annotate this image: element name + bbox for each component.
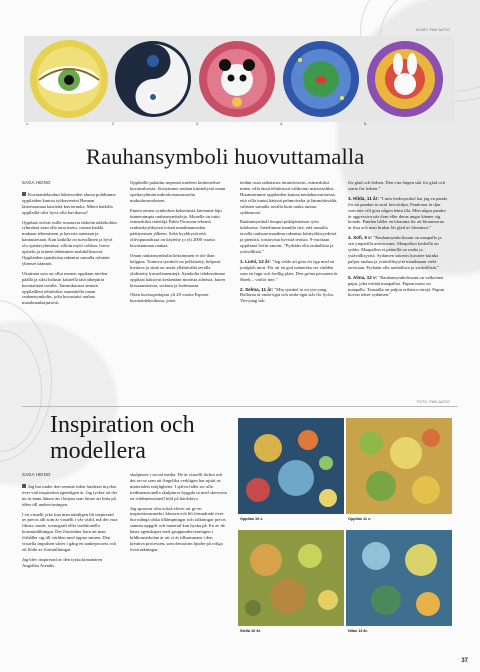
figure-number: 2. xyxy=(112,122,115,126)
paragraph: Jag spoorrar ofta också elever att ge en inspirationsrunda i klassen och bli förundrade över hur många olika tillämpningar och tolkningar precis samma uppgift och material kan byska på. En av de bästa egenskaper med gruppundervisningen i bildkonstskolan är att vi är tillsammans i den kreativa processen, som dessutom hjuder på roliga överraskningar. xyxy=(130,505,226,552)
paragraph: Jag har under den senaste tiden funderat mycket över vad inspiration egentligen är. Jag tycker att det nu är ännu lättare än i början som lärare att hitta på idéer till undervisningen. xyxy=(22,483,118,507)
article-title: Inspiration och modellera xyxy=(50,412,195,464)
student-quote: 4. Sofi, 9 v: "Rauhansymbolissani on maapallo ja sen ympärillä universumi. Maapallon keskellä on sydän. Maapallon ei pääsellä on rauha ja ystävällisyyttä. Sydämen suureus kuvaiee kuinka paljon rauhaa ja ystävällisyyttä maailmaan vielä tarvitaan. Pyrkään olla rauhallisia ja ystävällisiä." xyxy=(348,235,442,270)
paragraph: Ennen omien symbolien keksimistä kävimme läpi tunnetuimpia rauhansymboleja. Monelle on tuttu esimerkiksi taiteilija Pablo Picasson tekemä rauhankyyhkynen toisen maailmansodan päättymisen jälkeen. Sekä kyyhkystä että oliivipuunoksaa on käytetty jo yli 2000 vuotta kuvastamaan rauhaa. xyxy=(130,207,222,249)
article-column-1 xyxy=(22,180,118,310)
felt-yin-yang-symbol xyxy=(114,40,192,118)
photo-caption: Oppilas 11 v. xyxy=(348,517,371,521)
student-quote: 1. Lumi, 12 år: "Jag valde att göra ett öga med en jordglob inuti. För att en god människa ser världen som en lugn och fredlig plats. Den gröna personen är Shrek – varför inte." xyxy=(240,258,338,282)
figure-number: 5. xyxy=(364,122,367,126)
figure-number: 4. xyxy=(280,122,283,126)
clay-sculpture-photo xyxy=(238,530,344,626)
photo-caption: Stella 10 år. xyxy=(240,629,261,633)
student-quote: 3. Hilda, 11 år: "I min fredssymbol har jag en panda för att pandan är snitt favoritdjur. Pandorna är djur som inte vill göra någon hämt illa. Men några pandor är aggressiva när dom eller deras ungar känner sig hotade. Pandan håller en blomma för att blommorna är fina och man brukar bli glad av blommor." xyxy=(348,195,447,231)
paragraph: Oken kuvisopettajani yli 20 vuotta Espoon kuvataidekoulussa, joten xyxy=(130,292,209,304)
felt-panda-symbol xyxy=(198,40,276,118)
paragraph: Jag blev inspirerad av den tyska konstnären Angelika Arendts xyxy=(22,556,103,568)
photo-credit: FOTO: PASI AUTIO xyxy=(417,400,450,404)
felt-eye-symbol xyxy=(30,40,108,118)
lead-square-icon xyxy=(22,484,26,488)
paragraph: Ukrainan sota on ollut monen oppilaan mielen päällä ja siksi halusin käsitellä tätä aihepiiriä kuvataiteen tavalla. Tammikuussa annoin oppilailleni tehtäväksi suunnitella oman rauhansymbolin, joka kuvastaisi rauhaa maailmanlaajuisesti. xyxy=(22,270,108,306)
article-column-3 xyxy=(240,180,338,308)
clay-sculpture-photo xyxy=(346,530,452,626)
clay-sculpture-photo xyxy=(238,418,344,514)
student-quote: 5. Alma, 12 v: "Rauhansymbolissani on valkoinen papu, joka esittää maapalloa. Pupun maso on maapallo. Taustalla on paljon erilaisia värejä. Pupun korvat tekee sydämen." xyxy=(348,274,445,298)
felt-earth-symbol xyxy=(282,40,360,118)
section-divider xyxy=(22,406,458,407)
lead-square-icon xyxy=(22,192,26,196)
byline: SAGA HEINO xyxy=(22,180,51,185)
paragraph: Oman rauhansymbolin keksiminen ei ole ihan helppoa. Toimiva symboli on pelkistetty, helposti luettava ja siinä on usein yllättävältä tavalla yhdistetty kuvaelementtejä. Symbolia tehdessämme oppilaat haksivat keskenään monista aiheista, kuten kissaaamisesta, sodasta ja kodemasta. xyxy=(130,252,226,288)
paragraph: skulpturer i social media. De är visuellt läckra och det ser ut som att Angelika verkligen har njutit av materialets möjligheter. I själva fallet ser alla tredimensionella skulpturer byggda ut med skevrotta en tvådimensionell bild på härdskiva. xyxy=(130,472,227,501)
paragraph: Oppilaat ottivat esille seuraavia tärkeitä näkökohtia: ryhmässä saan olla oma itseni, ostaan kaikki mukaan tekemiseen ja kaveria autetaan ja kannustetaan. Kun kaikilla on turvallinen ja hyvä olo opettavyhmässä, silloin myös rohkea, luova ajattelu ja taiteen tekeminen mahdollistuvat. Oppilaiden ajatuksista rakentui samalla ryhmän yhteiset säännöt. xyxy=(22,219,118,266)
paragraph: Kuvataidekoulun lukuvuoden alussa pohdimme oppilaiden kanssa työkavereini Hennan lastenraamaa käsitettä kuvioruoka. Miten kaikilla oppilailla olisi hyvä olla kuvikassa? xyxy=(22,191,116,215)
paragraph: Rauhansymboli huopui pitkäjänteisen työn tuloksena. Jaetelimme tunnilla sitä, että samalla tavalla rauhaan maailma rakentaa käsityöläisyydestä ja pienistä, toistuvista hyvistä teoista. 9-vuotiaan oppilaani Sofin sanoin: "Pyrkään olla rauhallisia ja ystävällisiä." xyxy=(240,219,337,254)
article-column-1 xyxy=(22,472,118,573)
figure-number: 1. xyxy=(26,122,29,126)
article-column-4 xyxy=(348,180,448,302)
paragraph: Oppilaille palattiin nopeasti mieleen keskeneliset kuvateahoista. Siistyimme rauhan käsittelystä oman opettavyhmän mikrokosmosmoolta makrokosmokseen. xyxy=(130,180,226,203)
photo-credit: KUVAT: PASI AUTIO xyxy=(415,28,450,32)
photo-caption: Oppilas 10 v. xyxy=(240,517,264,521)
paragraph: I en visuellt yrke kan man nämligen bli inspirerad av precis allt som är visuellt i vår värld, må det vara filmer, mode, scenografi eller traditionella konstuttällningar. Det förutsätter bara att man förhåller sig till världen med öppna sinnen. Den visuella impulsen sätter i gång en tankeprocess och ett flöde av föreställningar. xyxy=(22,511,118,552)
paragraph: för glad och ledsen. Den vita färgen står för glad och starta för ledsen." xyxy=(348,180,445,191)
article-title: Rauhansymboli huovuttamalla xyxy=(86,144,365,169)
page-number: 37 xyxy=(461,658,468,664)
article-column-2 xyxy=(130,180,228,308)
figure-number: 3. xyxy=(196,122,199,126)
felt-symbols-photo xyxy=(24,36,454,122)
felt-bunny-symbol xyxy=(366,40,444,118)
clay-sculpture-photo xyxy=(346,418,452,514)
byline: SAGA HEINO xyxy=(22,472,51,477)
article-column-2 xyxy=(130,472,228,557)
student-quote: 2. Selma, 11 år: "Min symbol är en yin-yang. Bollarna är onda-ögat och onda-ögat står för lycka. Yin-yang står xyxy=(240,286,334,304)
photo-caption: Nilas 13 år. xyxy=(348,629,368,633)
paragraph: tiedän osan ratkaisista intuitiivisesti, esimerkiksi miten villa tässä tehtävässä valikoitui materiaaliksi. Huomasimme oppilaiden kanssa neulahuovuttaessa, että villa tuntui käsissä pehmoiselta ja lämmittävältä, välisten samalla tavalla kuin rauha tuntuu sydämessä. xyxy=(240,180,338,215)
